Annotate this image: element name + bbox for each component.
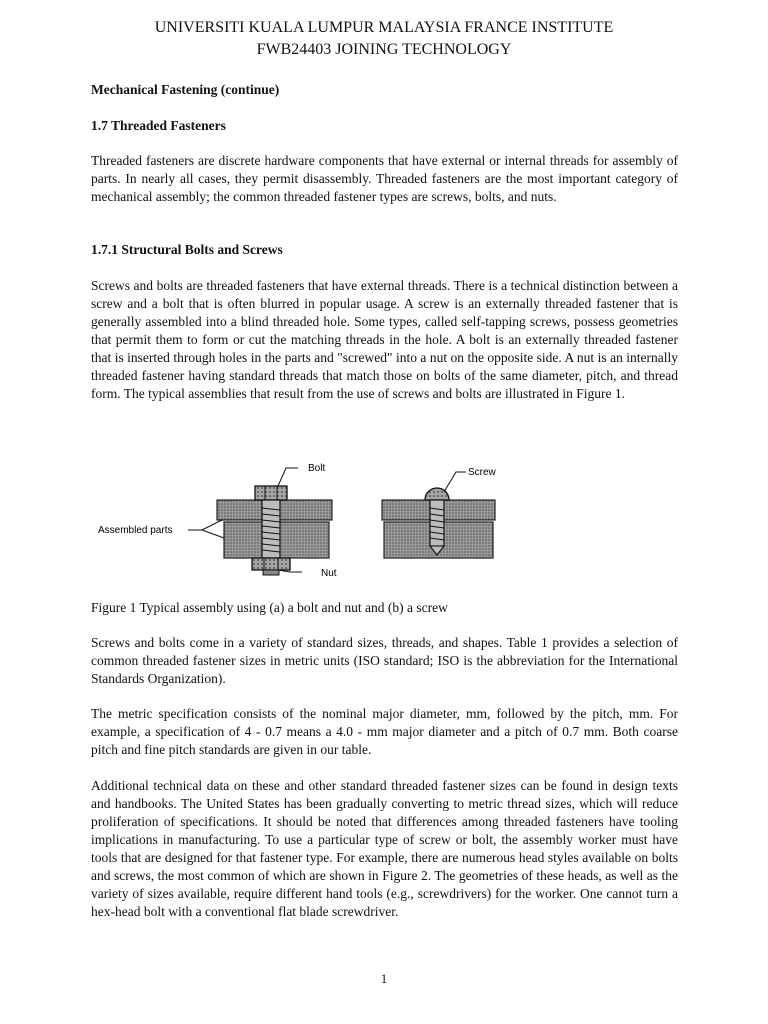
nut xyxy=(252,558,290,570)
paragraph-4: The metric specification consists of the nominal major diameter, mm, followed by the pitch, mm. For example, a specification of 4 - 0.7 means a 4.0 - mm major diameter and a pitch of 0.7 mm. Both coarse pitch and fine pitch standards are given in our table. xyxy=(91,706,678,757)
paragraph-3: Screws and bolts come in a variety of standard sizes, threads, and shapes. Table 1 provides a selection of common threaded fastener sizes in metric units (ISO standard; ISO is the abbreviation for the International Standards Organization). xyxy=(91,635,678,686)
paragraph-block-3 xyxy=(91,634,678,688)
paragraph-block-1 xyxy=(91,152,678,206)
figure-label-screw: Screw xyxy=(468,467,496,478)
document-header xyxy=(0,17,768,61)
paragraph-5: Additional technical data on these and other standard threaded fastener sizes can be found in design texts and handbooks. The United States has been gradually converting to metric thread sizes, which will reduce proliferation of specifications. It should be noted that differences among threaded fasteners have tooling implications in manufacturing. To use a particular type of screw or bolt, the assembly worker must have tools that are designed for that fastener type. For example, there are numerous head styles available on bolts and screws, the most common of which are shown in Figure 2. The geometries of these heads, as well as the variety of sizes available, require different hand tools (e.g., screwdrivers) for the worker. One cannot turn a hex-head bolt with a conventional flat blade screwdriver. xyxy=(91,778,678,919)
section-title: Mechanical Fastening (continue) xyxy=(91,82,280,97)
figure-1-caption: Figure 1 Typical assembly using (a) a bolt and nut and (b) a screw xyxy=(91,600,448,615)
header-course: FWB24403 JOINING TECHNOLOGY xyxy=(256,41,512,58)
paragraph-2: Screws and bolts are threaded fasteners that have external threads. There is a technical distinction between a screw and a bolt that is often blurred in popular usage. A screw is an externally threaded fastener that is generally assembled into a blind threaded hole. Some types, called self-tapping screws, possess geometries that permit them to form or cut the matching threads in the hole. A bolt is an externally threaded fastener that is inserted through holes in the parts and "screwed" into a nut on the opposite side. A nut is an internally threaded fastener having standard threads that match those on bolts of the same diameter, pitch, and thread form. The typical assemblies that result from the use of screws and bolts are illustrated in Figure 1. xyxy=(91,278,678,401)
paragraph-block-2 xyxy=(91,277,678,403)
bolt-head xyxy=(255,486,287,500)
paragraph-1: Threaded fasteners are discrete hardware components that have external or internal threads for assembly of parts. In nearly all cases, they permit disassembly. Threaded fasteners are the most important category of mechanical assembly; the common threaded fastener types are screws, bolts, and nuts. xyxy=(91,153,678,204)
header-institution: UNIVERSITI KUALA LUMPUR MALAYSIA FRANCE INSTITUTE xyxy=(154,19,614,36)
section-heading-1-7: 1.7 Threaded Fasteners xyxy=(91,118,226,133)
figure-caption-block xyxy=(91,599,678,617)
page-number: 1 xyxy=(380,971,388,986)
section-heading-1-7-1: 1.7.1 Structural Bolts and Screws xyxy=(91,242,283,257)
section-title-block xyxy=(91,81,678,99)
bolt-assembly-drawing xyxy=(217,486,332,575)
section-heading-block xyxy=(91,117,678,135)
figure-label-assembled-parts: Assembled parts xyxy=(98,525,173,536)
figure-label-bolt: Bolt xyxy=(308,463,326,474)
subsection-heading-block xyxy=(91,241,678,259)
paragraph-block-5 xyxy=(91,777,678,921)
paragraph-block-4 xyxy=(91,705,678,759)
figure-1-illustration xyxy=(92,458,512,584)
figure-label-nut: Nut xyxy=(321,568,337,579)
screw-assembly-drawing xyxy=(382,488,495,558)
